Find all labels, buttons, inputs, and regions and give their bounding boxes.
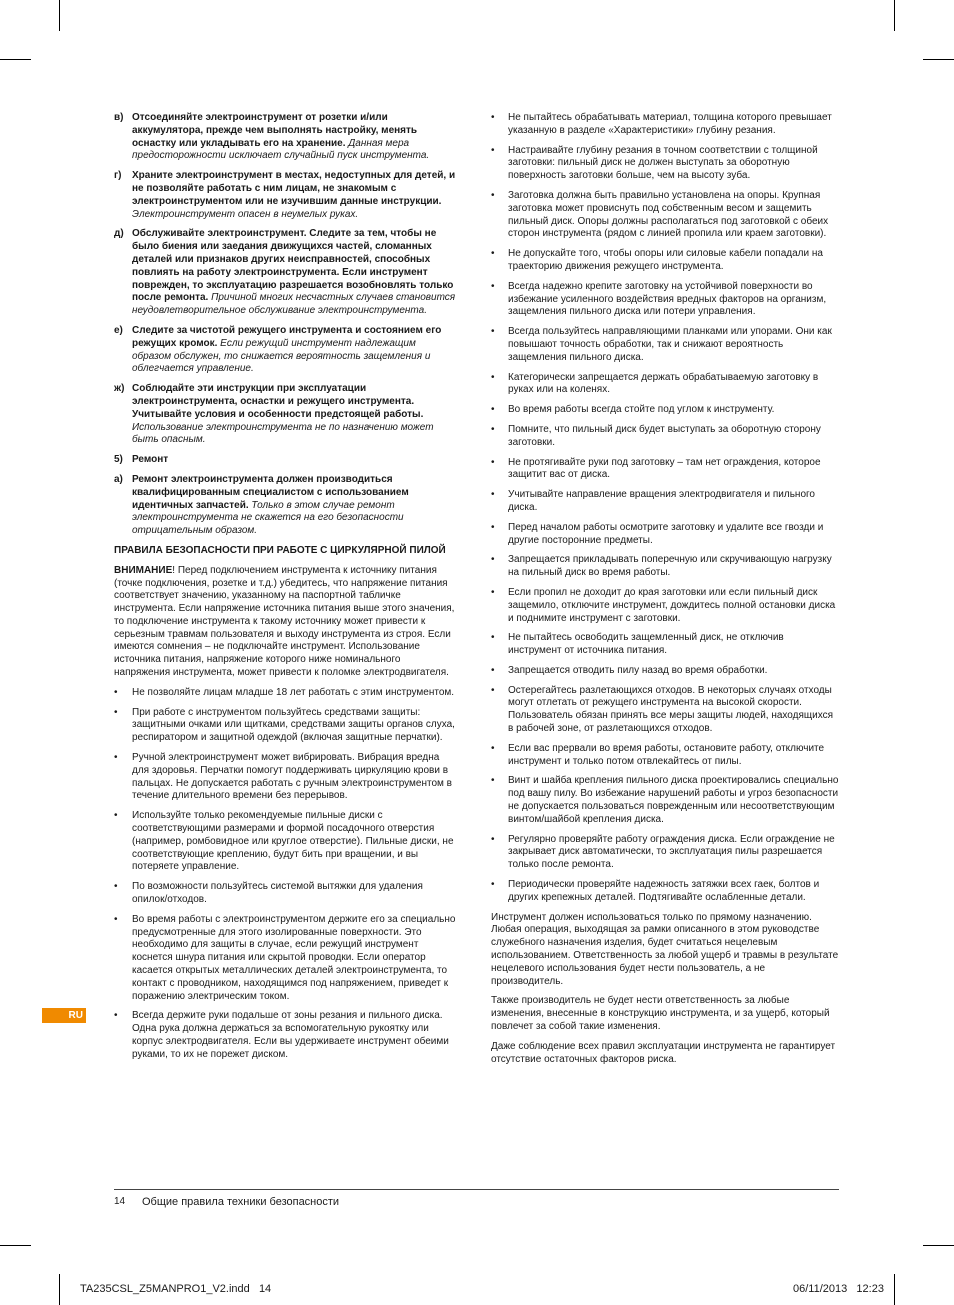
bullet-item xyxy=(114,752,456,803)
bullet-icon: • xyxy=(491,404,495,416)
closing-paragraphs xyxy=(491,912,839,1067)
bullet-text: Не допускайте того, чтобы опоры или силовые кабели попадали на траекторию движения режущего инструмента. xyxy=(508,248,823,272)
item-label: г) xyxy=(114,170,122,182)
bullet-text: Учитывайте направление вращения электродвигателя и пильного диска. xyxy=(508,489,815,513)
bullet-text: По возможности пользуйтесь системой вытяжки для удаления опилок/отходов. xyxy=(132,881,423,906)
footer-title: Общие правила техники безопасности xyxy=(142,1196,340,1208)
bullet-item xyxy=(491,281,839,319)
bullet-icon: • xyxy=(491,554,495,566)
bullet-list xyxy=(114,687,456,1062)
crop-mark xyxy=(923,59,954,60)
bullet-icon: • xyxy=(491,280,495,292)
bullet-item xyxy=(491,743,839,769)
bullet-text: Если пропил не доходит до края заготовки или если пильный диск защемило, отключите инструмент, дождитесь полной остановки диска и поднимите инструмент с заготовки. xyxy=(508,586,836,624)
bullet-icon: • xyxy=(491,189,495,201)
list-item xyxy=(114,228,456,318)
bullet-list xyxy=(491,112,839,905)
item-bold-text: Следите за чистотой режущего инструмента и состоянием его режущих кромок. xyxy=(132,324,442,349)
bullet-icon: • xyxy=(491,664,495,676)
left-column xyxy=(114,112,456,1069)
bullet-icon: • xyxy=(114,1010,118,1022)
bullet-icon: • xyxy=(114,810,118,822)
bullet-text: Настраивайте глубину резания в точном соответствии с толщиной заготовки: пильный диск не должен выступать за оборотную поверхность заготовки больше, чем на высоту зуба. xyxy=(508,144,818,182)
bullet-item xyxy=(491,112,839,138)
bullet-item xyxy=(491,632,839,658)
bullet-icon: • xyxy=(491,371,495,383)
bullet-text: Всегда пользуйтесь направляющими планками или упорами. Они как повышают точность обработки, так и снижают вероятность защемления пильного диска. xyxy=(508,326,832,363)
bullet-item xyxy=(114,914,456,1004)
item-bold-text: Обслуживайте электроинструмент. Следите за тем, чтобы не было биения или заедания движущихся частей, сломанных деталей или признаков других неисправностей, способных повлиять на работу электроинструмента. Если инструмент поврежден, то эксплуатацию разрешается возобновлять только после ремонта. xyxy=(132,228,454,304)
bullet-text: Категорически запрещается держать обрабатываемую заготовку в руках или на коленях. xyxy=(508,371,819,396)
item-bold-text: Отсоединяйте электроинструмент от розетки и/или аккумулятора, прежде чем выполнять настройку, менять оснастку или укладывать его на хранение. xyxy=(132,112,418,149)
bullet-item xyxy=(491,248,839,274)
bullet-text: Не протягивайте руки под заготовку – там нет ограждения, которое защитит вас от диска. xyxy=(508,456,821,481)
bullet-item xyxy=(491,879,839,905)
paragraph: Также производитель не будет нести ответственность за любые изменения, внесенные в конструкцию инструмента, и за ущерб, который повлечет за собой такие изменения. xyxy=(491,995,830,1033)
item-text xyxy=(132,325,456,376)
bullet-icon: • xyxy=(491,833,495,845)
item-bold-text: Ремонт электроинструмента должен производиться квалифицированным специалистом с использованием идентичных запчастей. xyxy=(132,473,409,511)
bullet-text: Не позволяйте лицам младше 18 лет работать с этим инструментом. xyxy=(132,686,455,698)
item-italic-text: Причиной многих несчастных случаев становится неудовлетворительное обслуживание электроинструмента. xyxy=(132,292,456,317)
bullet-item xyxy=(491,457,839,483)
bullet-item xyxy=(114,881,456,907)
bullet-item xyxy=(114,687,456,700)
bullet-icon: • xyxy=(114,913,118,925)
bullet-item xyxy=(114,810,456,874)
slug-date: 06/11/2013 12:23 xyxy=(793,1283,884,1295)
item-label: в) xyxy=(114,112,124,123)
bullet-icon: • xyxy=(491,456,495,468)
crop-mark xyxy=(894,1274,895,1305)
right-column xyxy=(491,112,839,1073)
item-text xyxy=(132,383,456,447)
bullet-text: Винт и шайба крепления пильного диска проектировались специально под вашу пилу. Во избежание нарушений работы и угроз безопасности не допускается пользоваться поврежденным или несоответствующим винтом/шайбой крепления диска. xyxy=(508,775,839,825)
bullet-item xyxy=(114,1010,456,1061)
bullet-text: Во время работы с электроинструментом держите его за специально предусмотренные для этого изолированные поверхности. Это необходимо для защиты в случае, если режущий инструмент коснется шнура питания или скрытой проводки. Если оператор касается открытых металлических деталей электроинструмента, то контакт с проводником, находящимся под напряжением, приведет к поражению электрическим током. xyxy=(132,913,456,1002)
bullet-icon: • xyxy=(114,686,118,698)
bullet-icon: • xyxy=(114,752,118,764)
bullet-text: Остерегайтесь разлетающихся отходов. В некоторых случаях отходы могут отлетать от режущего инструмента на высокой скорости. Пользователь обязан принять все меры защиты людей, находящихся в рабочей зоне, от разлетающихся отходов. xyxy=(508,684,834,735)
item-text xyxy=(132,112,456,163)
bullet-text: Запрещается отводить пилу назад во время обработки. xyxy=(508,664,768,676)
item-label: 5) xyxy=(114,454,123,466)
bullet-item xyxy=(491,665,839,678)
crop-mark xyxy=(59,1274,60,1305)
bullet-icon: • xyxy=(491,248,495,260)
bullet-text: Если вас прервали во время работы, остановите работу, отключите инструмент и только потом отвлекайтесь от пилы. xyxy=(508,742,825,767)
warning-text: ! Перед подключением инструмента к источнику питания (точке подключения, розетке и т.д.) убедитесь, что напряжение питания соответствует значению, указанному на паспортной табличке инструмента. Если напряжение источника питания выше этого значения, то подключение инструмента к такому источнику может привести к серьезным травмам пользователя и выходу инструмента из строя. Если имеются сомнения – не подключайте инструмент. Использование источника питания, напряжение которого ниже номинального напряжения инструмента, может привести к поломке электродвигателя. xyxy=(114,564,455,679)
bullet-icon: • xyxy=(491,144,495,156)
item-bold-text: Храните электроинструмент в местах, недоступных для детей, и не позволяйте работать с ним лицам, не знакомым с электроинструментом или не изучившим данные инструкции. xyxy=(132,170,456,207)
bullet-item xyxy=(491,775,839,826)
bullet-item xyxy=(114,707,456,745)
bullet-icon: • xyxy=(491,112,495,123)
bullet-icon: • xyxy=(491,742,495,754)
list-item xyxy=(114,170,456,221)
bullet-item xyxy=(491,522,839,548)
bullet-icon: • xyxy=(491,775,495,787)
item-italic-text: Электроинструмент опасен в неумелых руках. xyxy=(132,208,359,220)
bullet-text: Заготовка должна быть правильно установлена на опоры. Крупная заготовка может провиснуть под собственным весом и защемить пильный диск. Опоры должны располагаться под заготовкой с обеих сторон инструмента (рядом с линией пропила или краем заготовки). xyxy=(508,189,829,240)
list-item xyxy=(114,112,456,163)
item-italic-text: Использование электроинструмента не по назначению может быть опасным. xyxy=(132,421,434,446)
list-item xyxy=(114,454,456,467)
numbered-list xyxy=(114,112,456,538)
bullet-text: Запрещается прикладывать поперечную или скручивающую нагрузку на пильный диск во время работы. xyxy=(508,554,832,579)
bullet-item xyxy=(491,424,839,450)
bullet-icon: • xyxy=(491,489,495,501)
bullet-text: Помните, что пильный диск будет выступать за оборотную сторону заготовки. xyxy=(508,423,821,448)
bullet-item xyxy=(491,587,839,625)
item-bold-text: Соблюдайте эти инструкции при эксплуатации электроинструмента, оснастки и режущего инструмента. Учитывайте условия и особенности предстоящей работы. xyxy=(132,383,424,420)
bullet-icon: • xyxy=(491,423,495,435)
item-label: е) xyxy=(114,324,123,336)
bullet-text: Не пытайтесь освободить защемленный диск, не отключив инструмент от источника питания. xyxy=(508,632,784,657)
item-italic-text: Если режущий инструмент надлежащим образом обслужен, то снижается вероятность защемления и облегчается управление. xyxy=(132,337,431,375)
bullet-item xyxy=(491,685,839,736)
bullet-text: Всегда надежно крепите заготовку на устойчивой поверхности во избежание усиленного воздействия вредных факторов на организм, защемления пильного диска или потери управления. xyxy=(508,280,827,318)
bullet-item xyxy=(491,489,839,515)
bullet-item xyxy=(491,326,839,364)
footer-divider xyxy=(114,1189,839,1190)
bullet-item xyxy=(491,404,839,417)
list-item xyxy=(114,383,456,447)
item-text xyxy=(132,170,456,221)
bullet-item xyxy=(491,190,839,241)
crop-mark xyxy=(923,1245,954,1246)
bullet-text: Во время работы всегда стойте под углом к инструменту. xyxy=(508,404,775,416)
bullet-item xyxy=(491,372,839,398)
bullet-text: Регулярно проверяйте работу ограждения диска. Если ограждение не закрывает диск автоматически, то эксплуатация пилы разрешается только после ремонта. xyxy=(508,833,835,871)
item-bold-text: Ремонт xyxy=(132,454,169,466)
slug-filename: TA235CSL_Z5MANPRO1_V2.indd 14 xyxy=(80,1283,272,1295)
list-item xyxy=(114,325,456,376)
bullet-item xyxy=(491,834,839,872)
crop-mark xyxy=(0,1245,31,1246)
page-number: 14 xyxy=(114,1196,126,1207)
language-tab: RU xyxy=(42,1008,86,1023)
item-label: д) xyxy=(114,228,124,240)
crop-mark xyxy=(59,0,60,31)
item-italic-text: Данная мера предосторожности исключает случайный пуск инструмента. xyxy=(132,137,430,162)
bullet-text: При работе с инструментом пользуйтесь средствами защиты: защитными очками или щитками, средствами защиты органов слуха, респиратором и защитной одеждой (включая защитные перчатки). xyxy=(132,706,455,744)
bullet-item xyxy=(491,145,839,183)
item-label: ж) xyxy=(114,383,125,395)
item-text xyxy=(132,228,456,318)
bullet-text: Всегда держите руки подальше от зоны резания и пильного диска. Одна рука должна держаться за вспомогательную рукоятку или корпус электродвигателя. Если вы удерживаете инструмент обеими руками, то их не порежет диском. xyxy=(132,1010,449,1060)
bullet-icon: • xyxy=(114,881,118,893)
bullet-text: Периодически проверяйте надежность затяжки всех гаек, болтов и других крепежных деталей. Подтягивайте ослабленные детали. xyxy=(508,879,820,903)
list-item xyxy=(114,474,456,538)
section-heading: ПРАВИЛА БЕЗОПАСНОСТИ ПРИ РАБОТЕ С ЦИРКУЛЯРНОЙ ПИЛОЙ xyxy=(114,544,446,556)
paragraph: Даже соблюдение всех правил эксплуатации инструмента не гарантирует отсутствие остаточных факторов риска. xyxy=(491,1040,836,1065)
bullet-item xyxy=(491,554,839,580)
paragraph: Инструмент должен использоваться только по прямому назначению. Любая операция, выходящая за рамки описанного в этом руководстве служебного назначения изделия, будет считаться нецелевым использованием. Ответственность за любой ущерб и травмы в результате нецелевого использования будет нести пользователь, а не производитель. xyxy=(491,911,839,987)
bullet-text: Перед началом работы осмотрите заготовку и удалите все гвозди и другие посторонние предметы. xyxy=(508,521,824,546)
bullet-icon: • xyxy=(491,326,495,338)
crop-mark xyxy=(894,0,895,31)
item-label: а) xyxy=(114,473,123,485)
bullet-icon: • xyxy=(491,632,495,644)
bullet-text: Ручной электроинструмент может вибрировать. Вибрация вредна для здоровья. Перчатки помогут поддерживать циркуляцию крови в пальцах. Не допускается работать с ручным электроинструментом в течение длительного времени без перерывов. xyxy=(132,752,452,802)
warning-label: ВНИМАНИЕ xyxy=(114,564,173,576)
item-text xyxy=(132,474,456,538)
item-text xyxy=(132,454,456,467)
bullet-icon: • xyxy=(491,521,495,533)
crop-mark xyxy=(0,59,31,60)
item-italic-text: Только в этом случае ремонт электроинструмента не скажется на его безопасности отрицательным образом. xyxy=(132,499,404,537)
bullet-text: Не пытайтесь обрабатывать материал, толщина которого превышает указанную в разделе «Характеристики» глубину резания. xyxy=(508,112,832,136)
bullet-icon: • xyxy=(491,879,495,891)
bullet-icon: • xyxy=(491,586,495,598)
warning-paragraph xyxy=(114,565,456,680)
bullet-icon: • xyxy=(491,684,495,696)
bullet-text: Используйте только рекомендуемые пильные диски с соответствующими размерами и формой посадочного отверстия (например, ромбовидное или круглое отверстие). Пильные диски, не соответствующие креплению, будут бить при вращении, и вы потеряете управление. xyxy=(132,810,454,873)
bullet-icon: • xyxy=(114,706,118,718)
